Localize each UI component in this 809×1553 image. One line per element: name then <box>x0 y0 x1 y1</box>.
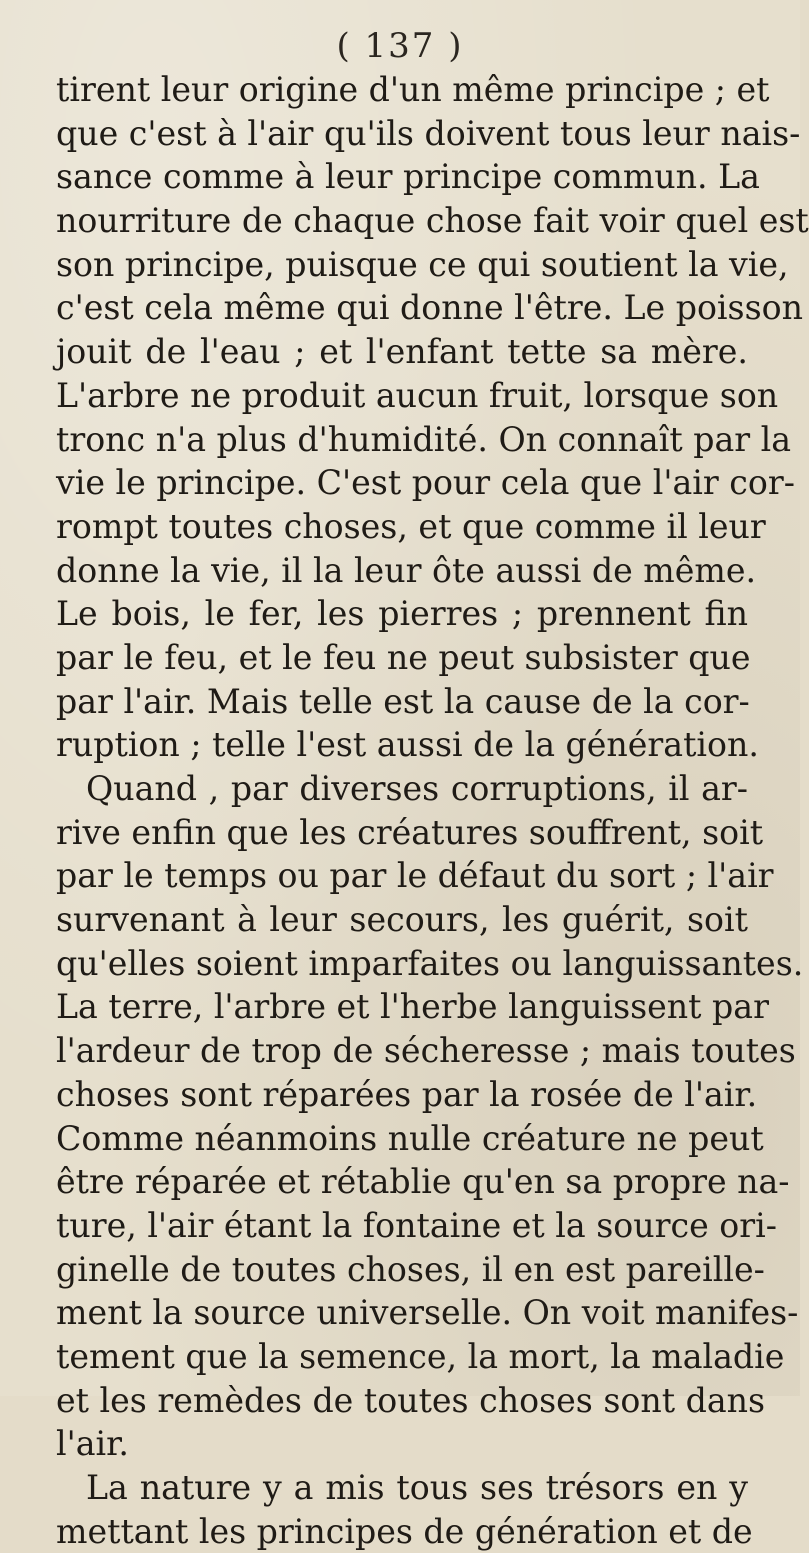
text-line: son principe, puisque ce qui soutient la vie, <box>56 244 789 284</box>
text-line: Le bois, le fer, les pierres ; prennent fin <box>56 594 748 634</box>
text-line: ment la source universelle. On voit manifes- <box>56 1293 799 1333</box>
text-line: tirent leur origine d'un même principe ; et <box>56 70 770 109</box>
text-line: l'air. <box>56 1424 129 1464</box>
text-line: par l'air. Mais telle est la cause de la cor- <box>56 681 750 721</box>
text-line: ruption ; telle l'est aussi de la génération. <box>56 725 759 765</box>
text-line: ginelle de toutes choses, il en est pareille- <box>56 1249 765 1289</box>
text-line: nourriture de chaque chose fait voir quel est <box>56 201 809 241</box>
text-line: l'ardeur de trop de sécheresse ; mais toutes <box>56 1031 796 1071</box>
text-line: rompt toutes choses, et que comme il leur <box>56 506 766 546</box>
text-line: tronc n'a plus d'humidité. On connaît par la <box>56 419 792 459</box>
text-line: sance comme à leur principe commun. La <box>56 157 760 197</box>
text-line: par le temps ou par le défaut du sort ; l'air <box>56 856 774 896</box>
text-line: tement que la semence, la mort, la maladie <box>56 1336 785 1376</box>
body-text <box>56 68 809 1553</box>
text-line: être réparée et rétablie qu'en sa propre na- <box>56 1162 790 1202</box>
text-line: La terre, l'arbre et l'herbe languissent par <box>56 987 769 1027</box>
text-line: et les remèdes de toutes choses sont dans <box>56 1380 766 1420</box>
text-line: que c'est à l'air qu'ils doivent tous leur nais- <box>56 113 801 153</box>
text-line: Quand , par diverses corruptions, il ar- <box>86 769 748 808</box>
text-line: choses sont réparées par la rosée de l'air. <box>56 1074 758 1114</box>
text-line: donne la vie, il la leur ôte aussi de même. <box>56 550 757 590</box>
text-line: c'est cela même qui donne l'être. Le poisson <box>56 288 803 328</box>
text-line: mettant les principes de génération et de <box>56 1511 753 1551</box>
text-line: La nature y a mis tous ses trésors en y <box>86 1468 748 1507</box>
text-line: qu'elles soient imparfaites ou languissantes. <box>56 943 804 983</box>
text-line: survenant à leur secours, les guérit, soit <box>56 900 748 940</box>
text-line: par le feu, et le feu ne peut subsister que <box>56 637 751 677</box>
text-line: Comme néanmoins nulle créature ne peut <box>56 1118 764 1158</box>
text-line: vie le principe. C'est pour cela que l'air cor- <box>56 463 795 503</box>
text-line: jouit de l'eau ; et l'enfant tette sa mère. <box>56 332 748 372</box>
text-line: ture, l'air étant la fontaine et la source ori- <box>56 1205 777 1245</box>
page-number: ( 137 ) <box>336 26 464 66</box>
text-line: L'arbre ne produit aucun fruit, lorsque son <box>56 375 779 415</box>
text-line: rive enfin que les créatures souffrent, soit <box>56 812 764 852</box>
